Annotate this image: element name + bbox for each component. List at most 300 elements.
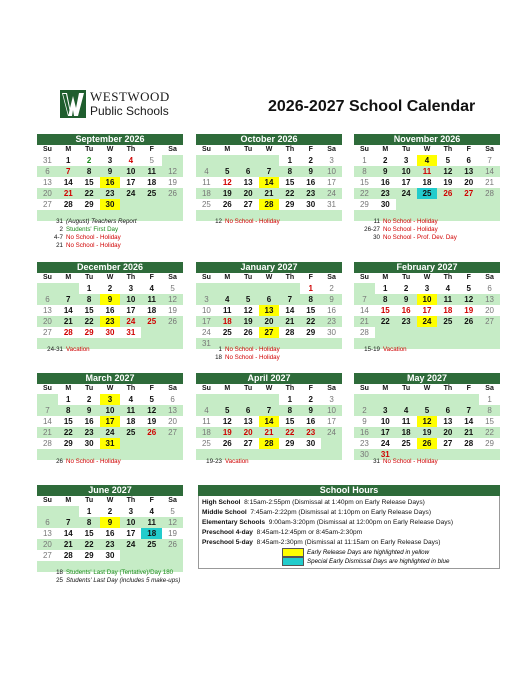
day-cell bbox=[437, 394, 458, 405]
weekday-header: W bbox=[100, 496, 121, 506]
weekday-header: F bbox=[141, 384, 162, 394]
day-cell: 12 bbox=[243, 306, 253, 315]
day-cell: 2 bbox=[107, 284, 113, 293]
note-date: 19-23 bbox=[206, 458, 222, 465]
day-cell bbox=[162, 338, 183, 349]
day-cell bbox=[479, 199, 500, 210]
day-cell: 19 bbox=[168, 529, 178, 538]
day-cell: 29 bbox=[359, 200, 369, 209]
day-cell: 21 bbox=[37, 427, 58, 438]
day-cell: 8 bbox=[279, 166, 300, 177]
day-cell: 27 bbox=[42, 551, 52, 560]
day-cell: 27 bbox=[243, 200, 253, 209]
day-cell: 12 bbox=[222, 417, 232, 426]
day-cell: 11 bbox=[401, 417, 411, 426]
hours-row-label: Preschool 4-day bbox=[202, 529, 253, 536]
day-cell: 14 bbox=[63, 178, 73, 187]
day-cell: 12 bbox=[437, 166, 458, 177]
day-cell: 13 bbox=[243, 178, 253, 187]
month-title: September 2026 bbox=[37, 134, 183, 145]
day-cell: 20 bbox=[37, 316, 58, 327]
day-cell: 7 bbox=[58, 294, 79, 305]
day-cell: 17 bbox=[196, 316, 217, 327]
day-cell: 4 bbox=[417, 155, 438, 166]
day-cell: 13 bbox=[458, 166, 479, 177]
day-cell: 13 bbox=[259, 305, 280, 316]
day-cell: 8 bbox=[79, 294, 100, 305]
day-cell: 26 bbox=[162, 188, 183, 199]
note-date: 26-27 bbox=[364, 226, 380, 233]
day-cell: 18 bbox=[396, 427, 417, 438]
day-cell: 14 bbox=[464, 417, 474, 426]
month-title: December 2026 bbox=[37, 262, 183, 273]
month-title: April 2027 bbox=[196, 373, 342, 384]
note-date: 26 bbox=[56, 458, 63, 465]
day-cell bbox=[396, 394, 417, 405]
day-cell: 2 bbox=[354, 405, 375, 416]
day-cell: 14 bbox=[42, 417, 52, 426]
day-cell: 15 bbox=[380, 306, 390, 315]
weekday-header: Th bbox=[437, 384, 458, 394]
day-cell: 19 bbox=[464, 306, 474, 315]
day-cell bbox=[479, 327, 500, 338]
day-cell: 29 bbox=[84, 200, 94, 209]
month-notes bbox=[202, 458, 249, 466]
month-title: March 2027 bbox=[37, 373, 183, 384]
day-cell: 4 bbox=[196, 166, 217, 177]
day-cell: 5 bbox=[445, 156, 451, 165]
weekday-header: Th bbox=[279, 384, 300, 394]
day-cell: 29 bbox=[306, 328, 316, 337]
day-cell: 20 bbox=[238, 188, 259, 199]
district-logo bbox=[60, 88, 180, 120]
note-date: 30 bbox=[373, 234, 380, 241]
note-date: 18 bbox=[215, 354, 222, 361]
month-calendar bbox=[354, 262, 500, 349]
day-cell: 2 bbox=[383, 156, 388, 165]
month-notes bbox=[202, 346, 280, 362]
day-cell bbox=[479, 449, 500, 460]
day-cell bbox=[279, 283, 300, 294]
month-title: January 2027 bbox=[196, 262, 342, 273]
month-grid bbox=[37, 496, 183, 572]
note-text: No School - Holiday bbox=[66, 242, 121, 249]
day-cell bbox=[458, 449, 479, 460]
day-cell: 14 bbox=[479, 166, 500, 177]
day-cell: 30 bbox=[84, 439, 94, 448]
day-cell: 15 bbox=[306, 306, 316, 315]
note-item bbox=[202, 458, 249, 466]
day-cell: 26 bbox=[243, 328, 253, 337]
note-date: 25 bbox=[56, 577, 63, 584]
day-cell: 12 bbox=[222, 178, 232, 187]
day-cell: 2 bbox=[86, 395, 92, 404]
day-cell bbox=[162, 199, 183, 210]
day-cell bbox=[321, 438, 342, 449]
note-date: 12 bbox=[215, 218, 222, 225]
day-cell: 23 bbox=[321, 316, 342, 327]
month-grid bbox=[354, 145, 500, 221]
day-cell: 15 bbox=[485, 417, 495, 426]
month-grid bbox=[354, 384, 500, 460]
day-cell: 10 bbox=[380, 417, 390, 426]
day-cell: 4 bbox=[149, 284, 154, 293]
weekday-header: Th bbox=[437, 273, 458, 283]
weekday-header: Tu bbox=[396, 384, 417, 394]
day-cell: 28 bbox=[63, 200, 73, 209]
day-cell: 3 bbox=[196, 294, 217, 305]
weekday-header: W bbox=[100, 384, 121, 394]
day-cell: 23 bbox=[396, 316, 417, 327]
day-cell: 15 bbox=[285, 417, 295, 426]
day-cell: 22 bbox=[279, 427, 300, 438]
day-cell: 26 bbox=[458, 316, 479, 327]
day-cell bbox=[458, 327, 479, 338]
day-cell: 24 bbox=[201, 328, 211, 337]
day-cell bbox=[396, 327, 417, 338]
month-notes bbox=[43, 569, 180, 585]
note-item bbox=[360, 346, 407, 354]
weekday-header: Su bbox=[354, 384, 375, 394]
day-cell bbox=[396, 199, 417, 210]
day-cell: 18 bbox=[196, 427, 217, 438]
month-notes bbox=[43, 218, 137, 250]
day-cell bbox=[141, 550, 162, 561]
day-cell: 3 bbox=[100, 394, 121, 405]
day-cell: 7 bbox=[259, 405, 280, 416]
day-cell: 29 bbox=[63, 439, 73, 448]
day-cell: 22 bbox=[279, 188, 300, 199]
day-cell: 20 bbox=[437, 427, 458, 438]
day-cell: 10 bbox=[120, 294, 141, 305]
month-notes bbox=[202, 218, 280, 226]
day-cell: 10 bbox=[321, 405, 342, 416]
day-cell: 5 bbox=[217, 405, 238, 416]
day-cell: 28 bbox=[285, 328, 295, 337]
day-cell: 17 bbox=[126, 306, 136, 315]
day-cell: 30 bbox=[327, 328, 337, 337]
day-cell bbox=[196, 155, 217, 166]
day-cell: 1 bbox=[86, 284, 92, 293]
day-cell bbox=[100, 338, 121, 349]
day-cell: 25 bbox=[401, 439, 411, 448]
day-cell: 6 bbox=[238, 405, 259, 416]
day-cell: 19 bbox=[217, 427, 238, 438]
day-cell: 17 bbox=[327, 417, 337, 426]
weekday-header: Su bbox=[37, 384, 58, 394]
weekday-header: W bbox=[259, 145, 280, 155]
day-cell: 27 bbox=[162, 427, 183, 438]
day-cell: 10 bbox=[201, 306, 211, 315]
day-cell: 26 bbox=[162, 539, 183, 550]
day-cell: 20 bbox=[168, 417, 178, 426]
weekday-header: Th bbox=[120, 384, 141, 394]
day-cell: 19 bbox=[168, 306, 178, 315]
day-cell: 23 bbox=[79, 427, 100, 438]
day-cell: 15 bbox=[84, 178, 94, 187]
day-cell: 5 bbox=[217, 166, 238, 177]
school-hours-body bbox=[198, 496, 500, 569]
day-cell: 17 bbox=[100, 416, 121, 427]
day-cell: 4 bbox=[396, 405, 417, 416]
day-cell: 28 bbox=[464, 439, 474, 448]
note-item bbox=[43, 234, 137, 242]
note-text: No School - Holiday bbox=[225, 218, 280, 225]
day-cell: 16 bbox=[84, 417, 94, 426]
day-cell: 29 bbox=[485, 439, 495, 448]
day-cell: 9 bbox=[100, 517, 121, 528]
day-cell: 20 bbox=[37, 188, 58, 199]
day-cell: 11 bbox=[223, 306, 232, 315]
day-cell bbox=[437, 338, 458, 349]
note-date: 31 bbox=[373, 458, 380, 465]
day-cell: 27 bbox=[259, 327, 280, 338]
day-cell: 24 bbox=[100, 427, 121, 438]
day-cell: 2 bbox=[107, 507, 113, 516]
note-text: No School - Holiday bbox=[383, 458, 438, 465]
note-item bbox=[360, 218, 457, 226]
note-date: 31 bbox=[56, 218, 63, 225]
month-grid bbox=[196, 145, 342, 221]
day-cell: 1 bbox=[487, 395, 492, 404]
day-cell bbox=[141, 199, 162, 210]
day-cell: 9 bbox=[375, 166, 396, 177]
day-cell: 1 bbox=[287, 395, 293, 404]
day-cell bbox=[417, 199, 438, 210]
day-cell: 23 bbox=[300, 427, 321, 438]
day-cell: 21 bbox=[259, 188, 280, 199]
day-cell: 30 bbox=[380, 200, 390, 209]
day-cell: 4 bbox=[217, 294, 238, 305]
day-cell: 17 bbox=[401, 178, 411, 187]
weekday-header: M bbox=[375, 273, 396, 283]
day-cell: 20 bbox=[37, 539, 58, 550]
day-cell bbox=[238, 394, 259, 405]
weekday-header: M bbox=[217, 384, 238, 394]
day-cell: 11 bbox=[141, 166, 162, 177]
day-cell: 12 bbox=[162, 294, 183, 305]
weekday-header: Tu bbox=[396, 145, 417, 155]
day-cell: 16 bbox=[327, 306, 337, 315]
weekday-header: W bbox=[259, 273, 280, 283]
day-cell: 3 bbox=[107, 156, 113, 165]
day-cell: 4 bbox=[445, 284, 451, 293]
day-cell: 15 bbox=[359, 178, 369, 187]
weekday-header: M bbox=[58, 145, 79, 155]
day-cell: 4 bbox=[128, 395, 134, 404]
weekday-header: Su bbox=[37, 145, 58, 155]
day-cell: 21 bbox=[58, 188, 79, 199]
month-notes bbox=[43, 346, 90, 354]
day-cell: 5 bbox=[417, 405, 438, 416]
day-cell: 29 bbox=[84, 551, 94, 560]
day-cell: 6 bbox=[466, 156, 471, 165]
weekday-header: Su bbox=[196, 145, 217, 155]
day-cell: 24 bbox=[321, 188, 342, 199]
day-cell: 18 bbox=[217, 316, 238, 327]
day-cell bbox=[120, 199, 141, 210]
day-cell: 9 bbox=[362, 417, 367, 426]
day-cell: 6 bbox=[437, 405, 458, 416]
day-cell: 17 bbox=[422, 306, 432, 315]
day-cell: 1 bbox=[308, 284, 313, 293]
day-cell bbox=[120, 338, 141, 349]
hours-row-text: 8:45am-2:30pm (Dismissal at 11:15am on Early Release Days) bbox=[256, 539, 441, 546]
day-cell: 26 bbox=[162, 316, 183, 327]
day-cell bbox=[417, 394, 438, 405]
day-cell: 21 bbox=[58, 316, 79, 327]
day-cell bbox=[141, 210, 162, 221]
day-cell: 28 bbox=[63, 551, 73, 560]
day-cell bbox=[58, 283, 79, 294]
day-cell: 31 bbox=[42, 156, 52, 165]
day-cell: 3 bbox=[424, 284, 430, 293]
weekday-header: F bbox=[458, 145, 479, 155]
hours-row bbox=[202, 498, 496, 508]
month-title: October 2026 bbox=[196, 134, 342, 145]
day-cell: 1 bbox=[86, 507, 92, 516]
day-cell bbox=[162, 550, 183, 561]
weekday-header: M bbox=[58, 384, 79, 394]
month-calendar bbox=[196, 373, 342, 460]
weekday-header: Tu bbox=[79, 384, 100, 394]
day-cell: 10 bbox=[396, 166, 417, 177]
day-cell: 3 bbox=[329, 395, 334, 404]
legend-blue-text: Special Early Dismissal Days are highlighted in blue bbox=[307, 558, 450, 566]
day-cell bbox=[458, 338, 479, 349]
day-cell: 25 bbox=[437, 316, 458, 327]
day-cell: 3 bbox=[329, 156, 334, 165]
day-cell: 29 bbox=[84, 328, 94, 337]
day-cell: 13 bbox=[42, 529, 52, 538]
day-cell bbox=[238, 155, 259, 166]
day-cell: 14 bbox=[259, 416, 280, 427]
month-calendar bbox=[37, 485, 183, 572]
day-cell: 24 bbox=[120, 539, 141, 550]
month-grid bbox=[37, 384, 183, 460]
day-cell: 15 bbox=[84, 306, 94, 315]
day-cell: 14 bbox=[259, 177, 280, 188]
day-cell: 20 bbox=[485, 306, 495, 315]
day-cell: 26 bbox=[141, 427, 162, 438]
day-cell: 17 bbox=[327, 178, 337, 187]
weekday-header: M bbox=[217, 273, 238, 283]
note-text: Vacation bbox=[66, 346, 90, 353]
day-cell: 9 bbox=[300, 405, 321, 416]
day-cell: 28 bbox=[479, 188, 500, 199]
day-cell bbox=[120, 449, 141, 460]
day-cell: 26 bbox=[437, 188, 458, 199]
day-cell: 23 bbox=[100, 316, 121, 327]
weekday-header: Sa bbox=[162, 273, 183, 283]
day-cell: 7 bbox=[259, 166, 280, 177]
day-cell bbox=[375, 394, 396, 405]
day-cell: 15 bbox=[285, 178, 295, 187]
day-cell: 24 bbox=[120, 316, 141, 327]
month-calendar bbox=[196, 262, 342, 349]
day-cell: 16 bbox=[380, 178, 390, 187]
day-cell: 12 bbox=[162, 517, 183, 528]
note-date: 2 bbox=[59, 226, 63, 233]
note-item bbox=[43, 569, 180, 577]
day-cell: 22 bbox=[79, 188, 100, 199]
note-item bbox=[43, 346, 90, 354]
day-cell bbox=[417, 327, 438, 338]
day-cell: 17 bbox=[126, 178, 136, 187]
day-cell: 12 bbox=[458, 294, 479, 305]
day-cell: 13 bbox=[243, 417, 253, 426]
weekday-header: Sa bbox=[321, 145, 342, 155]
day-cell: 5 bbox=[149, 156, 154, 165]
day-cell bbox=[141, 327, 162, 338]
weekday-header: Tu bbox=[79, 273, 100, 283]
note-date: 1 bbox=[218, 346, 222, 353]
day-cell: 24 bbox=[120, 188, 141, 199]
hours-row bbox=[202, 538, 496, 548]
month-calendar bbox=[37, 373, 183, 460]
day-cell: 30 bbox=[100, 199, 121, 210]
day-cell: 10 bbox=[321, 166, 342, 177]
day-cell: 22 bbox=[79, 316, 100, 327]
hours-row bbox=[202, 508, 496, 518]
day-cell bbox=[479, 210, 500, 221]
day-cell bbox=[141, 449, 162, 460]
day-cell: 16 bbox=[100, 177, 121, 188]
day-cell: 8 bbox=[79, 517, 100, 528]
day-cell bbox=[217, 394, 238, 405]
day-cell bbox=[479, 338, 500, 349]
day-cell: 1 bbox=[66, 156, 71, 165]
day-cell bbox=[37, 283, 58, 294]
hours-row-text: 9:00am-3:20pm (Dismissal at 12:00pm on Early Release Days) bbox=[268, 519, 454, 526]
month-grid bbox=[196, 384, 342, 460]
day-cell: 1 bbox=[66, 395, 71, 404]
day-cell: 6 bbox=[170, 395, 175, 404]
day-cell: 2 bbox=[86, 156, 92, 165]
day-cell: 2 bbox=[308, 395, 313, 404]
weekday-header: Sa bbox=[321, 384, 342, 394]
day-cell bbox=[162, 210, 183, 221]
day-cell: 23 bbox=[300, 188, 321, 199]
weekday-header: F bbox=[300, 145, 321, 155]
day-cell: 24 bbox=[396, 188, 417, 199]
school-hours-title: School Hours bbox=[198, 485, 500, 496]
day-cell: 20 bbox=[259, 316, 280, 327]
day-cell: 17 bbox=[126, 529, 136, 538]
day-cell: 13 bbox=[162, 405, 183, 416]
weekday-header: W bbox=[100, 273, 121, 283]
note-date: 4-7 bbox=[54, 234, 63, 241]
weekday-header: F bbox=[300, 273, 321, 283]
day-cell: 22 bbox=[300, 316, 321, 327]
month-grid bbox=[37, 145, 183, 221]
day-cell bbox=[196, 283, 217, 294]
month-notes bbox=[360, 346, 407, 354]
day-cell: 11 bbox=[202, 417, 211, 426]
note-date: 24-31 bbox=[47, 346, 63, 353]
day-cell: 24 bbox=[417, 316, 438, 327]
day-cell: 6 bbox=[487, 284, 492, 293]
day-cell: 31 bbox=[126, 328, 136, 337]
day-cell bbox=[58, 506, 79, 517]
day-cell: 17 bbox=[375, 427, 396, 438]
day-cell: 3 bbox=[128, 507, 134, 516]
weekday-header: Tu bbox=[396, 273, 417, 283]
weekday-header: M bbox=[375, 145, 396, 155]
day-cell: 1 bbox=[362, 156, 367, 165]
weekday-header: Th bbox=[279, 145, 300, 155]
weekday-header: M bbox=[58, 273, 79, 283]
